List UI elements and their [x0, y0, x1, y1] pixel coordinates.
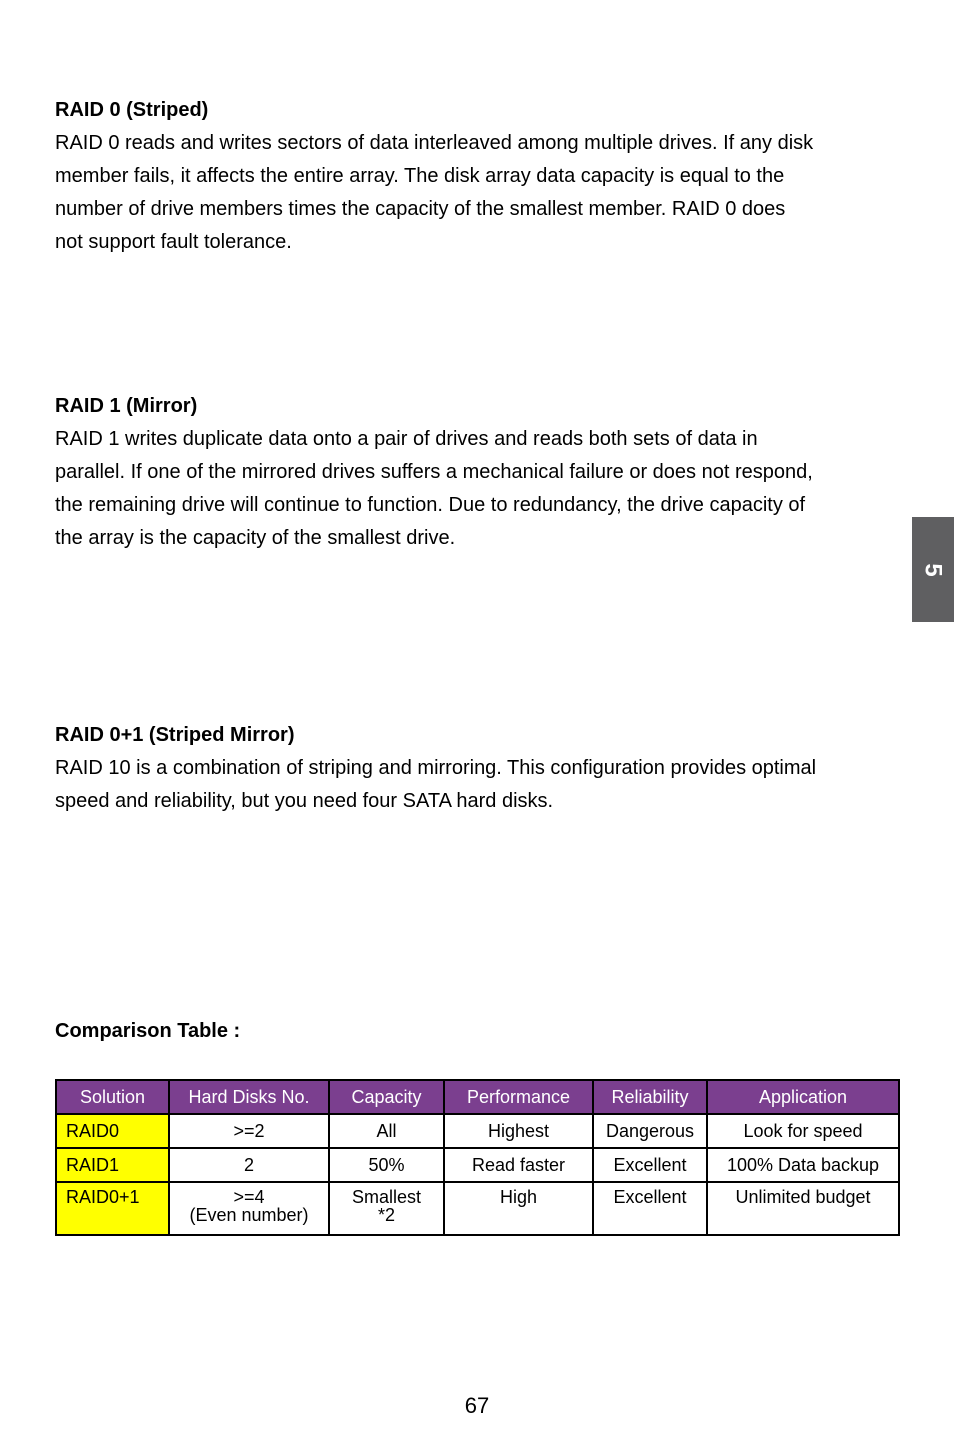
- cell-application: Look for speed: [707, 1114, 899, 1148]
- section-line: RAID 1 writes duplicate data onto a pair of drives and reads both sets of data in: [55, 428, 758, 450]
- header-reliability: Reliability: [593, 1080, 707, 1114]
- table-row: [56, 1114, 899, 1148]
- section-raid1: [55, 390, 895, 555]
- table-row: [56, 1148, 899, 1182]
- section-line: the remaining drive will continue to function. Due to redundancy, the drive capacity of: [55, 494, 806, 516]
- section-heading: RAID 0+1 (Striped Mirror): [55, 724, 295, 746]
- cell-capacity: [329, 1182, 444, 1235]
- chapter-tab-number: 5: [919, 562, 947, 577]
- cell-reliability: Excellent: [593, 1182, 707, 1235]
- cell-reliability: Dangerous: [593, 1114, 707, 1148]
- section-line: number of drive members times the capacity of the smallest member. RAID 0 does: [55, 198, 786, 220]
- section-line: not support fault tolerance.: [55, 231, 292, 253]
- table-header-row: [56, 1080, 899, 1114]
- cell-capacity-value: Smallest: [351, 1187, 422, 1207]
- cell-hard-disks: [169, 1182, 329, 1235]
- section-line: speed and reliability, but you need four SATA hard disks.: [55, 790, 554, 812]
- section-heading: RAID 0 (Striped): [55, 99, 209, 121]
- section-line: RAID 10 is a combination of striping and mirroring. This configuration provides optimal: [55, 757, 817, 779]
- cell-solution: RAID0+1: [56, 1182, 169, 1235]
- chapter-tab: [912, 517, 954, 622]
- cell-reliability: Excellent: [593, 1148, 707, 1182]
- cell-application: 100% Data backup: [707, 1148, 899, 1182]
- cell-application: Unlimited budget: [707, 1182, 899, 1235]
- cell-performance: Read faster: [444, 1148, 593, 1182]
- cell-capacity: All: [329, 1114, 444, 1148]
- cell-capacity-note: *2: [377, 1205, 395, 1225]
- cell-performance: Highest: [444, 1114, 593, 1148]
- comparison-title: Comparison Table :: [55, 1020, 241, 1042]
- cell-capacity: 50%: [329, 1148, 444, 1182]
- cell-performance: High: [444, 1182, 593, 1235]
- section-line: member fails, it affects the entire array. The disk array data capacity is equal to the: [55, 165, 785, 187]
- cell-solution: RAID0: [56, 1114, 169, 1148]
- header-capacity: Capacity: [329, 1080, 444, 1114]
- cell-solution: RAID1: [56, 1148, 169, 1182]
- cell-hard-disks: 2: [169, 1148, 329, 1182]
- header-hard-disks: Hard Disks No.: [169, 1080, 329, 1114]
- section-line: parallel. If one of the mirrored drives suffers a mechanical failure or does not respond,: [55, 461, 813, 483]
- cell-hard-disks-value: >=4: [233, 1187, 265, 1207]
- comparison-section: [55, 1015, 895, 1048]
- section-raid01: [55, 719, 895, 818]
- section-line: the array is the capacity of the smallest drive.: [55, 527, 456, 549]
- header-performance: Performance: [444, 1080, 593, 1114]
- section-heading: RAID 1 (Mirror): [55, 395, 198, 417]
- page-number: 67: [464, 1393, 490, 1418]
- section-line: RAID 0 reads and writes sectors of data interleaved among multiple drives. If any disk: [55, 132, 814, 154]
- cell-hard-disks-note: (Even number): [189, 1205, 309, 1225]
- header-application: Application: [707, 1080, 899, 1114]
- section-raid0: [55, 94, 895, 259]
- table-row: [56, 1182, 899, 1235]
- header-solution: Solution: [56, 1080, 169, 1114]
- cell-hard-disks: >=2: [169, 1114, 329, 1148]
- comparison-table: [55, 1079, 900, 1236]
